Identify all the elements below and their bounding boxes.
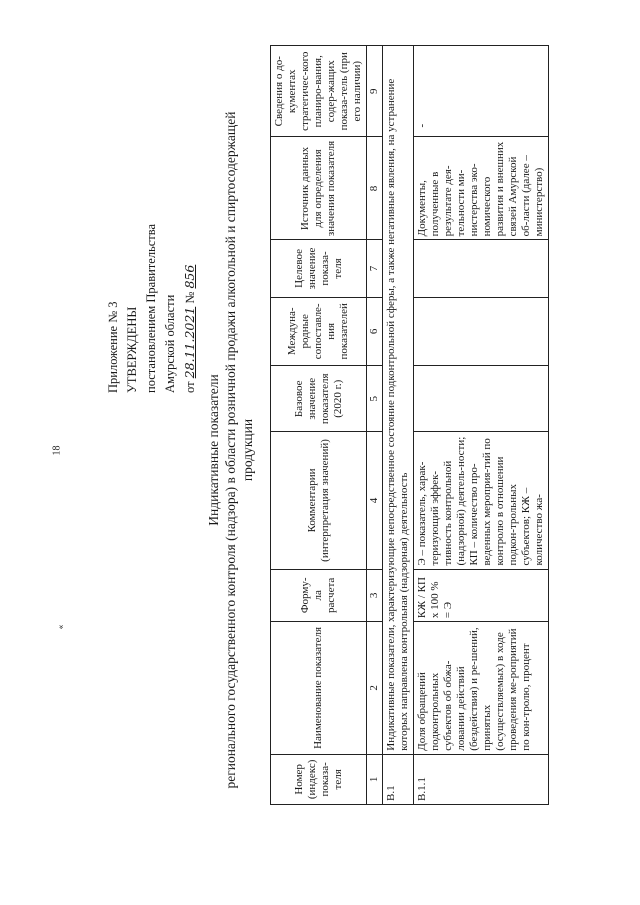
row-source: Документы, полученные в результате дея-тельности ми-нистерства эко-номического развития и внешних связей Амурской об-ласти (далее – министерство) [414,137,549,240]
row-base [414,366,549,432]
row-target [414,240,549,297]
appendix-label: Приложение № 3 [106,301,120,393]
col-number: 1 [367,754,383,804]
header-formula: Форму-ла расчета [271,569,367,622]
section-row [383,46,414,805]
document-title [205,35,256,865]
column-number-row [367,46,383,805]
corner-mark: « [55,624,66,630]
approval-block [104,224,200,393]
col-number: 9 [367,46,383,138]
header-base: Базовое значение показателя (2020 г.) [271,366,367,432]
header-index: Номер (индекс) показа-теля [271,754,367,804]
region-label: Амурской области [163,294,177,393]
number-value: 856 [182,264,197,289]
col-number: 4 [367,432,383,569]
header-intl: Междуна-родные сопоставле-ния показателей [271,297,367,366]
col-number: 7 [367,240,383,297]
section-text: Индикативные показатели, характеризующие непосредственное состояние подконтрольной сферы, а также негативные явления, на устранение которых направлена контрольная (надзорная) деятельность [383,46,414,755]
header-source: Источник данных для определения значения показателя [271,137,367,240]
number-prefix: № [183,291,197,304]
row-name: Доля обращений подконтрольных субъектов об обжа-ловании действий (бездействия) и ре-шений, принятых (осуществляемых) в ходе проведения ме-роприятий по кон-тролю, процент [414,622,549,755]
col-number: 6 [367,297,383,366]
row-intl [414,297,549,366]
page-number: 18 [51,445,63,456]
header-target: Целевое значение показа-теля [271,240,367,297]
title-line-1: Индикативные показатели [206,374,221,526]
strategic-dash: - [416,123,428,128]
date-prefix: от [183,381,197,393]
approved-label: УТВЕРЖДЕНЫ [125,306,139,393]
row-formula: КЖ / КП x 100 % = Э [414,569,549,622]
date-value: 28.11.2021 [182,306,197,379]
header-name: Наименование показателя [271,622,367,755]
title-line-3: продукции [240,418,255,482]
col-number: 5 [367,366,383,432]
indicators-table [270,45,549,805]
col-number: 2 [367,622,383,755]
col-number: 8 [367,137,383,240]
col-number: 3 [367,569,383,622]
row-strategic [414,46,549,138]
title-line-2: регионального государственного контроля (надзора) в области розничной продажи алкогольной и спиртосодержащей [223,111,238,789]
row-index: B.1.1 [414,754,549,804]
header-comment: Комментарии (интерпретация значений) [271,432,367,569]
header-strategic: Сведения о до-кументах стратегичес-кого планиро-вания, содер-жащих показа-тель (при его наличии) [271,46,367,138]
table-row [414,46,549,805]
date-number-line [180,224,200,393]
section-index: B.1 [383,754,414,804]
row-comment: Э – показатель, харак-теризующий эффек-тивность контрольной (надзорной) деятель-ности; КП – количество про-веденных мероприя-тий по контролю в отношении подкон-трольных субъектов; КЖ – количество жа- [414,432,549,569]
resolution-label: постановлением Правительства [144,223,158,393]
table-header-row [271,46,367,805]
